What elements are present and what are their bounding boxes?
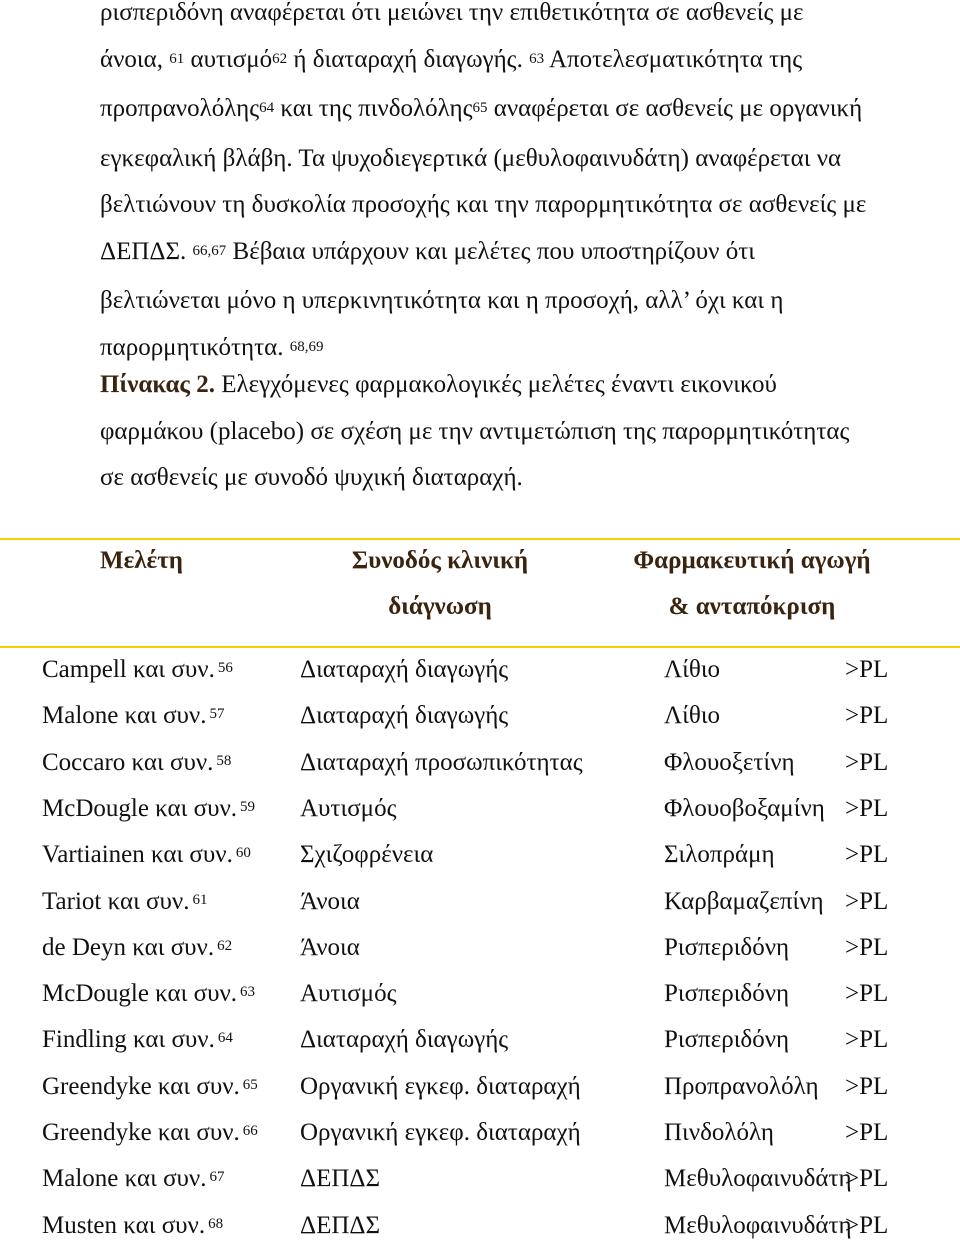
cell-diagnosis: Οργανική εγκεφ. διαταραχή (300, 1072, 581, 1100)
cell-drug: Πινδολόλη (664, 1119, 774, 1146)
study-name: Greendyke και συν. (42, 1072, 240, 1100)
cell-response: >PL (845, 656, 889, 683)
paragraph-text: ρισπεριδόνη αναφέρεται ότι μειώνει την επιθετικότητα σε ασθενείς με (100, 0, 804, 26)
citation-ref: 66,67 (192, 242, 227, 259)
table-row (0, 837, 960, 883)
cell-study (42, 1022, 233, 1061)
table-row (0, 1161, 960, 1207)
cell-diagnosis: Διαταραχή διαγωγής (300, 656, 509, 683)
table-header-rule (0, 646, 960, 648)
table-row (0, 1208, 960, 1254)
cell-diagnosis: Αυτισμός (300, 794, 397, 822)
cell-study (42, 1208, 223, 1247)
paragraph-line (100, 0, 930, 37)
citation-ref: 63 (529, 50, 545, 67)
table-caption-text-2: φαρμάκου (placebo) σε σχέση με την αντιμετώπιση της παρορμητικότητας (100, 417, 850, 445)
cell-study (42, 1115, 258, 1154)
study-name: McDougle και συν. (42, 794, 238, 822)
citation-ref: 58 (216, 752, 232, 769)
paragraph-text: εγκεφαλική βλάβη. Τα ψυχοδιεγερτικά (μεθυλοφαινυδάτη) αναφέρεται να (100, 144, 842, 172)
paragraph-text: αναφέρεται σε ασθενείς με οργανική (487, 95, 863, 122)
table-row (0, 652, 960, 698)
table-row (0, 1022, 960, 1068)
cell-diagnosis: Διαταραχή προσωπικότητας (300, 748, 583, 776)
citation-ref: 61 (192, 891, 208, 908)
cell-drug: Καρβαμαζεπίνη (664, 887, 824, 915)
table-row (0, 698, 960, 744)
citation-ref: 63 (240, 984, 256, 1001)
header-treatment-line1: Φαρμακευτική αγωγή (633, 547, 871, 574)
table-row (0, 791, 960, 837)
study-name: Campell και συν. (42, 656, 215, 683)
citation-ref: 68 (208, 1215, 224, 1232)
paragraph-line (100, 136, 930, 183)
paragraph-line (100, 229, 930, 279)
header-diagnosis-line2: διάγνωση (388, 593, 492, 620)
cell-diagnosis: ΔΕΠΔΣ (300, 1165, 381, 1193)
cell-study (42, 698, 224, 737)
cell-diagnosis: Άνοια (300, 933, 360, 961)
paragraph-text: ΔΕΠΔΣ. (100, 237, 193, 265)
cell-drug: Ρισπεριδόνη (664, 980, 790, 1008)
study-name: Vartiainen και συν. (42, 841, 233, 869)
table-row (0, 1069, 960, 1115)
paragraph-text: Αποτελεσματικότητα της (544, 45, 803, 73)
citation-ref: 65 (472, 100, 488, 116)
study-name: Coccaro και συν. (42, 748, 214, 776)
cell-diagnosis: Σχιζοφρένεια (300, 841, 434, 869)
cell-response: >PL (845, 841, 889, 869)
cell-response: >PL (845, 702, 889, 730)
cell-response: >PL (845, 887, 889, 915)
cell-study (42, 1161, 224, 1200)
header-treatment-line2: & ανταπόκριση (668, 593, 836, 620)
cell-study (42, 837, 251, 876)
header-diagnosis-line1: Συνοδός κλινική (351, 547, 529, 574)
citation-ref: 66 (242, 1123, 258, 1139)
paragraph-line (100, 86, 930, 136)
study-name: Musten και συν. (42, 1211, 206, 1239)
citation-ref: 68,69 (289, 338, 324, 355)
paragraph-text: παρορμητικότητα. (100, 333, 290, 361)
cell-drug: Μεθυλοφαινυδάτη (664, 1165, 852, 1193)
cell-response: >PL (845, 748, 889, 776)
paragraph-text: άνοια, (100, 45, 170, 73)
paragraph-line (100, 37, 930, 87)
cell-drug: Ρισπεριδόνη (664, 1026, 790, 1054)
table-row (0, 745, 960, 791)
cell-diagnosis: ΔΕΠΔΣ (300, 1211, 381, 1239)
cell-response: >PL (845, 980, 889, 1008)
cell-drug: Λίθιο (664, 702, 721, 730)
cell-study (42, 652, 233, 691)
study-name: Findling και συν. (42, 1026, 215, 1054)
table-row (0, 884, 960, 930)
study-name: Tariot και συν. (42, 887, 190, 915)
paragraph-text: ή διαταραχή διαγωγής. (287, 45, 530, 73)
citation-ref: 62 (217, 937, 233, 954)
cell-response: >PL (845, 1026, 889, 1054)
study-name: Malone και συν. (42, 702, 207, 730)
header-study: Μελέτη (100, 547, 183, 574)
cell-drug: Ρισπεριδόνη (664, 933, 790, 961)
citation-ref: 56 (217, 660, 233, 676)
study-name: de Deyn και συν. (42, 933, 215, 961)
cell-drug: Προπρανολόλη (664, 1072, 819, 1100)
cell-drug: Φλουοβοξαμίνη (664, 794, 825, 822)
paragraph-text: βελτιώνεται μόνο η υπερκινητικότητα και η προσοχή, αλλ’ όχι και η (100, 287, 784, 314)
cell-drug: Μεθυλοφαινυδάτη (664, 1211, 852, 1239)
cell-response: >PL (845, 1165, 889, 1193)
paragraph-text: προπρανολόλης (100, 95, 260, 122)
cell-diagnosis: Διαταραχή διαγωγής (300, 702, 509, 730)
citation-ref: 64 (259, 100, 275, 116)
paragraph-text: βελτιώνουν τη δυσκολία προσοχής και την παρορμητικότητα σε ασθενείς με (100, 191, 867, 218)
table-caption-text-1: Ελεγχόμενες φαρμακολογικές μελέτες έναντι εικονικού (214, 371, 777, 398)
cell-study (42, 976, 255, 1015)
cell-study (42, 745, 231, 784)
cell-drug: Λίθιο (664, 656, 721, 683)
citation-ref: 67 (209, 1169, 225, 1186)
citation-ref: 61 (169, 50, 185, 67)
cell-diagnosis: Διαταραχή διαγωγής (300, 1026, 509, 1054)
table-caption-label: Πίνακας 2. (100, 371, 215, 398)
table-row (0, 930, 960, 976)
table-caption-text-3: σε ασθενείς με συνοδό ψυχική διαταραχή. (100, 464, 523, 491)
cell-diagnosis: Αυτισμός (300, 980, 397, 1008)
paragraph-text: Βέβαια υπάρχουν και μελέτες που υποστηρίζουν ότι (226, 237, 755, 265)
table-row (0, 1115, 960, 1161)
cell-response: >PL (845, 1072, 889, 1100)
citation-ref: 62 (272, 50, 288, 67)
citation-ref: 57 (209, 706, 225, 723)
cell-study (42, 791, 255, 830)
cell-diagnosis: Οργανική εγκεφ. διαταραχή (300, 1119, 581, 1146)
paragraph-line (100, 182, 930, 229)
study-name: Greendyke και συν. (42, 1119, 240, 1146)
cell-response: >PL (845, 794, 889, 822)
cell-study (42, 884, 207, 923)
citation-ref: 64 (217, 1030, 233, 1047)
cell-response: >PL (845, 1211, 889, 1239)
cell-drug: Σιλοπράμη (664, 841, 775, 869)
study-name: McDougle και συν. (42, 980, 238, 1008)
cell-diagnosis: Άνοια (300, 887, 360, 915)
table-row (0, 976, 960, 1022)
paragraph-line (100, 278, 930, 325)
cell-response: >PL (845, 933, 889, 961)
table-caption (100, 362, 930, 502)
cell-study (42, 1069, 258, 1108)
paragraph-text: και της πινδολόλης (274, 95, 473, 122)
body-paragraph (100, 0, 930, 374)
citation-ref: 59 (240, 798, 256, 815)
cell-study (42, 930, 232, 969)
study-name: Malone και συν. (42, 1165, 207, 1193)
citation-ref: 60 (235, 845, 251, 862)
citation-ref: 65 (242, 1076, 258, 1093)
paragraph-text: αυτισμό (184, 45, 273, 73)
cell-drug: Φλουοξετίνη (664, 748, 795, 776)
cell-response: >PL (845, 1119, 889, 1146)
